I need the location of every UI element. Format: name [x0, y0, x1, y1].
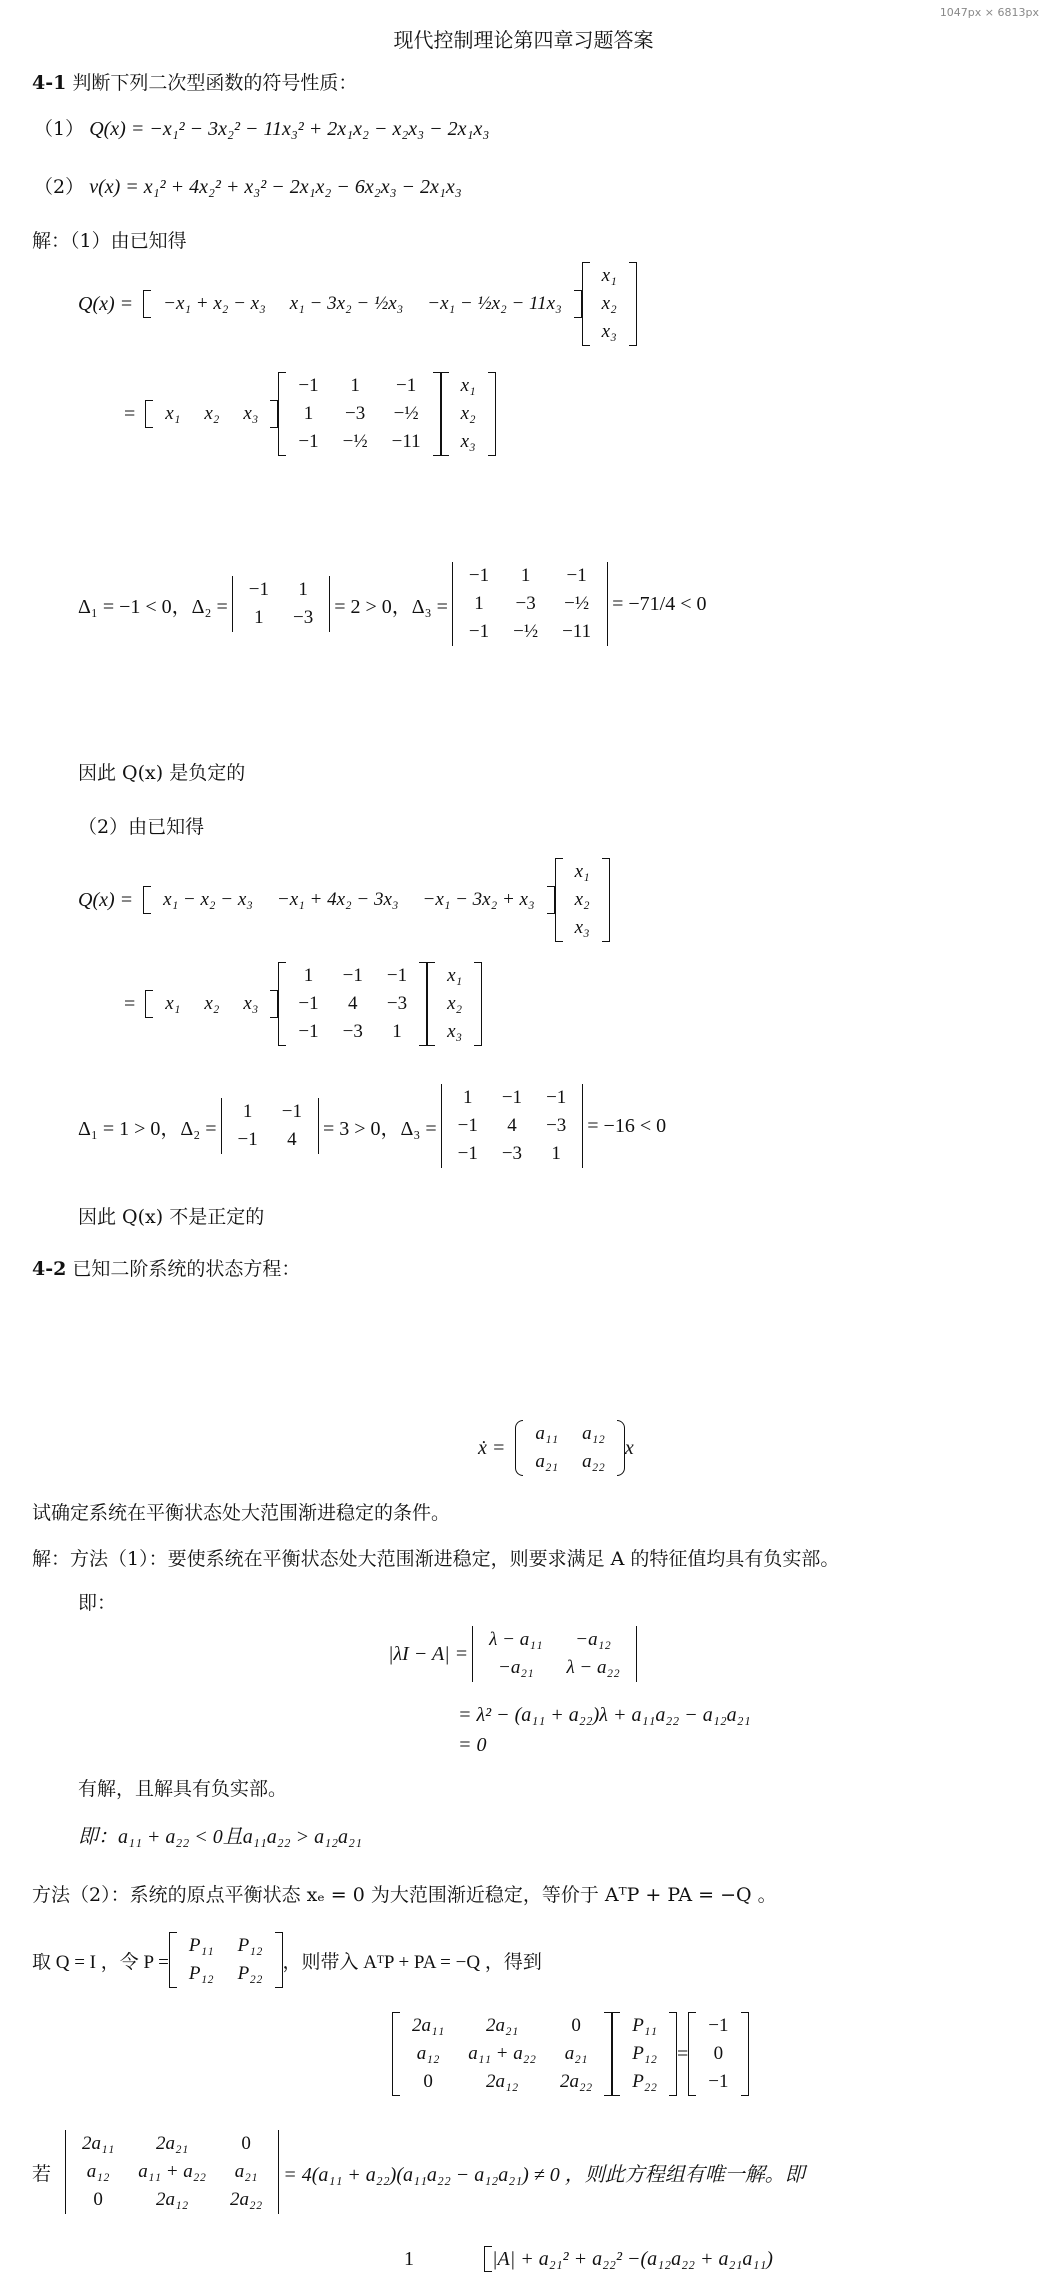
matrix-cell: P₁₁	[188, 1935, 214, 1956]
characteristic-eq	[388, 1626, 641, 1682]
matrix-cell: −1	[248, 579, 270, 600]
matrix-cell: x₂	[601, 293, 617, 314]
matrix-cell: λ − a₂₂	[566, 1657, 620, 1678]
matrix-cell: −1	[281, 1101, 302, 1122]
problem-number: 4-2	[32, 1258, 67, 1280]
matrix-cell: −3	[386, 993, 408, 1014]
matrix-cell: x₁	[165, 403, 181, 424]
page-size-label: 1047px × 6813px	[939, 6, 1039, 19]
det-2x2	[228, 576, 334, 632]
item-2	[34, 172, 462, 199]
matrix-cell: −3	[515, 593, 536, 614]
matrix-cell: −1	[237, 1129, 258, 1150]
matrix-cell: a₁₁ + a₂₂	[138, 2161, 206, 2182]
matrix-cell: −11	[391, 431, 421, 452]
matrix-cell: 1	[520, 565, 531, 586]
matrix-cell: −½	[513, 621, 539, 642]
char-determinant	[468, 1626, 641, 1682]
x-vector	[555, 858, 610, 942]
x-vector	[441, 372, 496, 456]
delta-mid: = 2 > 0，Δ₃ =	[334, 595, 448, 618]
item-expression: Q(x) = −x₁² − 3x₂² − 11x₃² + 2x₁x₂ − x₂x₃ − 2x₁x₃	[89, 118, 490, 140]
matrix-cell: x₁ − x₂ − x₃	[163, 889, 253, 910]
matrix-cell: −1	[386, 965, 408, 986]
matrix-cell: 2a₁₂	[485, 2071, 519, 2092]
matrix-cell: 1	[254, 607, 264, 628]
conclusion-2: 因此 Q(x) 不是正定的	[78, 1206, 265, 1228]
matrix-cell: x₃	[460, 431, 476, 452]
matrix-cell: −1	[708, 2015, 729, 2036]
matrix-cell: −1	[342, 965, 363, 986]
matrix-cell: 1	[551, 1143, 561, 1164]
conclusion-1: 因此 Q(x) 是负定的	[78, 762, 246, 784]
det-3x3	[437, 1084, 588, 1168]
fraction-numerator: 1	[404, 2247, 414, 2270]
matrix-cell: −1	[566, 565, 587, 586]
solution-fragment	[404, 2246, 773, 2272]
uniqueness-text: = 4(a₁₁ + a₂₂)(a₁₁a₂₂ − a₁₂a₂₁) ≠ 0 ，则此方程组有唯一解。即	[283, 2163, 805, 2186]
matrix-cell: −1	[298, 431, 319, 452]
matrix-cell: P₁₁	[632, 2015, 658, 2036]
page-title: 现代控制理论第四章习题答案	[393, 28, 654, 52]
matrix-cell: P₁₂	[632, 2043, 658, 2064]
matrix-first-row: |A| + a₂₁² + a₂₂² −(a₁₂a₂₂ + a₂₁a₁₁)	[492, 2247, 773, 2270]
matrix-cell: x₂	[204, 993, 220, 1014]
matrix-cell: x₁	[574, 861, 590, 882]
matrix-cell: a₂₁	[564, 2043, 588, 2064]
equals-sign: =	[124, 402, 136, 425]
matrix-cell: x₁	[601, 265, 617, 286]
method-2-text: 方法（2）：系统的原点平衡状态 xₑ = 0 为大范围渐近稳定，等价于 AᵀP + PA = −Q 。	[32, 1884, 777, 1906]
matrix-cell: −1	[708, 2071, 729, 2092]
matrix-cell: x₂	[204, 403, 220, 424]
matrix-cell: 1	[474, 593, 484, 614]
equation-lhs: ẋ =	[478, 1436, 506, 1459]
x-vector	[427, 962, 482, 1046]
matrix-cell: x₁ − 3x₂ − ½x₃	[289, 293, 404, 314]
matrix-cell: a₁₁	[535, 1423, 559, 1444]
method-1-text: 解：方法（1）：要使系统在平衡状态处大范围渐进稳定，则要求满足 A 的特征值均具有负实部。	[32, 1548, 840, 1570]
matrix-cell: 0	[571, 2015, 581, 2036]
matrix-cell: −3	[345, 403, 366, 424]
delta-label: Δ₁ = 1 > 0，Δ₂ =	[78, 1117, 217, 1140]
matrix-cell: −3	[546, 1115, 567, 1136]
matrix-cell: 4	[348, 993, 358, 1014]
matrix-cell: −a₂₁	[498, 1657, 534, 1678]
solution-2-label: （2）由已知得	[78, 816, 205, 838]
row-vector	[145, 400, 278, 428]
matrix-cell: P₂₂	[632, 2071, 658, 2092]
matrix-cell: x₃	[243, 403, 259, 424]
matrix-cell: 2a₁₂	[156, 2189, 189, 2210]
quadratic-matrix	[278, 962, 427, 1046]
rhs-vector	[688, 2012, 748, 2096]
problem-4-2-heading	[32, 1254, 300, 1281]
matrix-cell: 0	[423, 2071, 433, 2092]
p-vector	[612, 2012, 677, 2096]
matrix-cell: 1	[462, 1087, 473, 1108]
matrix-cell: a₁₂	[582, 1423, 605, 1444]
question-text: 试确定系统在平衡状态处大范围渐进稳定的条件。	[32, 1502, 451, 1524]
delta-label: Δ₁ = −1 < 0，Δ₂ =	[78, 595, 228, 618]
matrix-cell: x₃	[574, 917, 590, 938]
lyapunov-setup	[32, 1932, 542, 1988]
matrix-cell: −x₁ + 4x₂ − 3x₃	[276, 889, 399, 910]
matrix-cell: 2a₁₁	[82, 2133, 115, 2154]
matrix-cell: 0	[241, 2133, 251, 2154]
det-2x2	[217, 1098, 323, 1154]
matrix-cell: 1	[392, 1021, 402, 1042]
matrix-cell: a₁₂	[86, 2161, 110, 2182]
matrix-cell: −½	[564, 593, 590, 614]
problem-text: 判断下列二次型函数的符号性质：	[66, 72, 358, 94]
q2-expansion	[78, 858, 610, 942]
matrix-cell: −x₁ − ½x₂ − 11x₃	[427, 293, 562, 314]
matrix-cell: x₁	[460, 375, 476, 396]
has-solution-text: 有解，且解具有负实部。	[78, 1778, 288, 1800]
matrix-cell: −3	[342, 1021, 363, 1042]
matrix-cell: −11	[562, 621, 592, 642]
matrix-cell: −3	[293, 607, 314, 628]
matrix-cell: x₃	[243, 993, 259, 1014]
quadratic-matrix	[278, 372, 440, 456]
setup-text: 取 Q = I ，令 P =	[32, 1951, 169, 1973]
matrix-cell: −x₁ − 3x₂ + x₃	[422, 889, 535, 910]
matrix-A	[515, 1420, 624, 1476]
char-zero: = 0	[458, 1734, 487, 1756]
linear-system	[392, 2012, 749, 2096]
matrix-cell: 1	[298, 579, 308, 600]
matrix-cell: 1	[242, 1101, 253, 1122]
matrix-cell: −3	[501, 1143, 523, 1164]
matrix-P	[169, 1932, 283, 1988]
delta-result: = −16 < 0	[587, 1114, 667, 1137]
matrix-cell: 2a₂₂	[559, 2071, 593, 2092]
item-1	[34, 114, 489, 141]
q2-matrix-form	[124, 962, 482, 1046]
matrix-cell: a₂₁	[234, 2161, 258, 2182]
problem-text: 已知二阶系统的状态方程：	[66, 1258, 301, 1280]
matrix-cell: −1	[468, 565, 490, 586]
matrix-cell: −1	[298, 1021, 319, 1042]
matrix-cell: x₃	[601, 321, 617, 342]
row-vector	[145, 990, 278, 1018]
equals-sign: =	[677, 2042, 689, 2065]
matrix-cell: P₂₂	[237, 1963, 263, 1984]
matrix-cell: x₂	[574, 889, 590, 910]
matrix-cell: 2a₂₁	[156, 2133, 189, 2154]
matrix-cell: 1	[350, 375, 360, 396]
matrix-cell: x₃	[447, 1021, 463, 1042]
matrix-cell: −1	[468, 621, 490, 642]
matrix-cell: −1	[457, 1143, 478, 1164]
ji-label: 即：	[78, 1592, 117, 1614]
matrix-cell: 1	[303, 403, 314, 424]
row-vector	[143, 290, 582, 318]
matrix-cell: −1	[457, 1115, 478, 1136]
equation-lhs: |λI − A| =	[388, 1642, 469, 1665]
stability-condition: 即：a₁₁ + a₂₂ < 0且a₁₁a₂₂ > a₁₂a₂₁	[78, 1826, 362, 1848]
matrix-cell: 2a₁₁	[412, 2015, 445, 2036]
matrix-cell: x₁	[165, 993, 181, 1014]
solution-1-label: 解：（1）由已知得	[32, 230, 187, 252]
matrix-cell: −½	[393, 403, 419, 424]
matrix-cell: a₂₂	[582, 1451, 605, 1472]
char-polynomial: = λ² − (a₁₁ + a₂₂)λ + a₁₁a₂₂ − a₁₂a₂₁	[458, 1704, 751, 1726]
equals-sign: =	[124, 992, 136, 1015]
matrix-cell: 4	[287, 1129, 297, 1150]
problem-4-1-heading	[32, 68, 357, 95]
matrix-cell: −1	[298, 993, 319, 1014]
matrix-cell: x₂	[460, 403, 476, 424]
delta-result: = −71/4 < 0	[612, 592, 707, 615]
determinants-1	[78, 562, 707, 646]
matrix-cell: 2a₂₂	[229, 2189, 263, 2210]
item-expression: v(x) = x₁² + 4x₂² + x₃² − 2x₁x₂ − 6x₂x₃ − 2x₁x₃	[89, 176, 462, 198]
delta-mid: = 3 > 0，Δ₃ =	[322, 1117, 437, 1140]
matrix-cell: −½	[342, 431, 368, 452]
problem-number: 4-1	[32, 72, 67, 94]
determinants-2	[78, 1084, 666, 1168]
state-vector: x	[624, 1436, 634, 1459]
row-vector	[143, 886, 554, 914]
item-label: （2）	[34, 176, 85, 198]
equation-lhs: Q(x) =	[78, 888, 134, 911]
matrix-cell: a₁₂	[416, 2043, 440, 2064]
item-label: （1）	[34, 118, 85, 140]
matrix-cell: λ − a₁₁	[489, 1629, 543, 1650]
matrix-cell: 2a₂₁	[485, 2015, 519, 2036]
matrix-cell: a₁₁ + a₂₂	[468, 2043, 536, 2064]
state-equation	[478, 1420, 634, 1476]
matrix-cell: x₁	[447, 965, 463, 986]
equation-lhs: Q(x) =	[78, 292, 134, 315]
setup-text-end: ，则带入 AᵀP + PA = −Q ，得到	[282, 1951, 542, 1973]
matrix-cell: −1	[298, 375, 319, 396]
coefficient-matrix	[392, 2012, 612, 2096]
matrix-cell: P₁₂	[237, 1935, 263, 1956]
matrix-cell: −a₁₂	[575, 1629, 611, 1650]
det-3x3	[448, 562, 612, 646]
x-vector	[582, 262, 637, 346]
matrix-cell: 0	[93, 2189, 103, 2210]
matrix-cell: −1	[396, 375, 417, 396]
matrix-cell: 0	[713, 2043, 724, 2064]
matrix-cell: −x₁ + x₂ − x₃	[163, 293, 266, 314]
matrix-cell: 1	[303, 965, 314, 986]
uniqueness-condition	[32, 2130, 805, 2214]
q1-expansion	[78, 262, 637, 346]
matrix-cell: a₂₁	[535, 1451, 559, 1472]
q1-matrix-form	[124, 372, 496, 456]
matrix-cell: P₁₂	[188, 1963, 214, 1984]
matrix-cell: 4	[507, 1115, 517, 1136]
matrix-cell: −1	[546, 1087, 567, 1108]
matrix-cell: −1	[501, 1087, 523, 1108]
matrix-cell: x₂	[447, 993, 463, 1014]
det-3x3	[61, 2130, 283, 2214]
if-label: 若	[32, 2163, 52, 2185]
